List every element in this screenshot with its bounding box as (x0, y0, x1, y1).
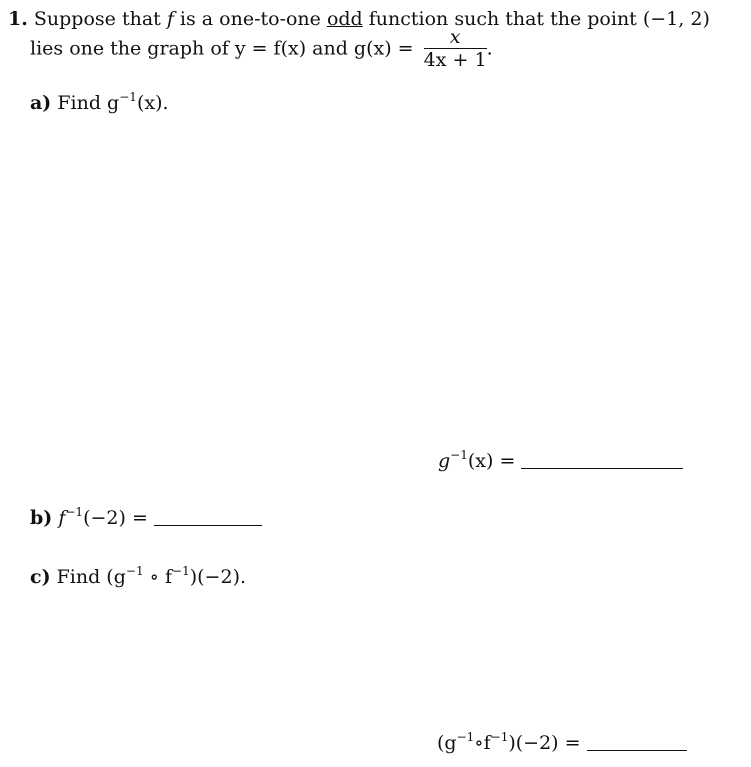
text: Suppose that (33, 8, 167, 30)
part-label: b) (30, 507, 53, 529)
period: . (486, 37, 493, 60)
text: lies one the graph of y = f(x) and g(x) = (30, 37, 414, 60)
sup: −1 (172, 564, 190, 578)
answer-a-blank[interactable] (521, 467, 683, 469)
var-f: f (166, 8, 174, 30)
sup: −1 (450, 448, 468, 462)
text: (g (437, 732, 457, 754)
sup: −1 (125, 564, 144, 578)
text: (x). (136, 92, 169, 114)
text: )(−2). (189, 566, 247, 588)
text: g (438, 450, 451, 472)
problem-line-2 (30, 26, 493, 71)
part-label: a) (30, 92, 52, 114)
text: is a one-to-one (173, 8, 327, 30)
answer-a (438, 450, 683, 472)
answer-b-blank[interactable] (154, 524, 262, 526)
sup: −1 (490, 730, 509, 744)
text: (x) = (467, 450, 516, 472)
text: (−2) = (83, 507, 148, 529)
part-b (30, 507, 262, 529)
text: f (58, 507, 66, 529)
text: ∘f (474, 732, 491, 754)
part-a (30, 92, 169, 114)
sup: −1 (456, 730, 475, 744)
part-label: c) (30, 566, 51, 588)
sup: −1 (65, 505, 84, 519)
answer-c-blank[interactable] (587, 749, 687, 751)
answer-c (437, 732, 687, 754)
part-c (30, 566, 246, 588)
odd-underlined: odd (326, 8, 363, 30)
text: Find (g (56, 566, 126, 588)
numerator: x (424, 26, 487, 49)
fraction (424, 26, 487, 71)
text: Find g (57, 92, 120, 114)
text: ∘ f (143, 566, 173, 588)
sup: −1 (119, 90, 137, 104)
denominator: 4x + 1 (423, 49, 487, 71)
text: )(−2) = (508, 732, 581, 754)
problem-number: 1. (8, 8, 28, 30)
text: function such that the point (−1, 2) (362, 8, 710, 30)
